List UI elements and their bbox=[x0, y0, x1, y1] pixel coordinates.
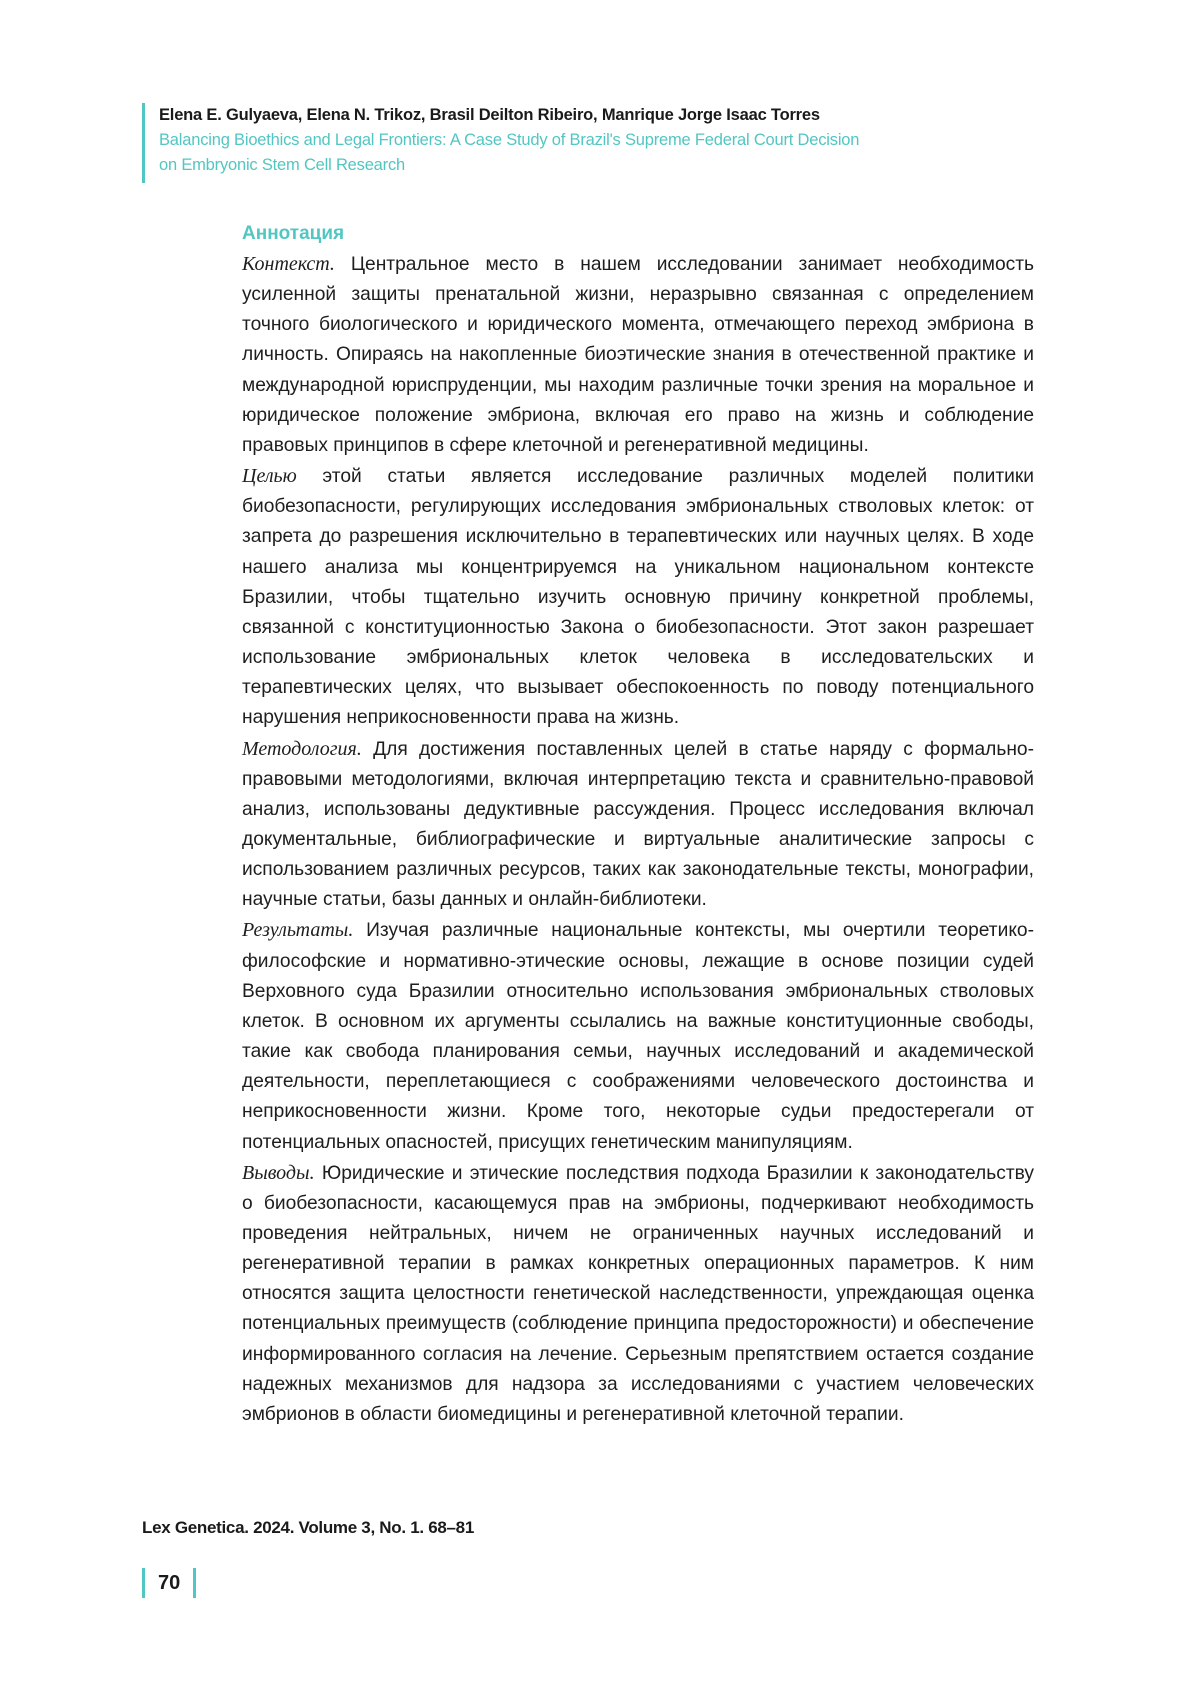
journal-citation: Lex Genetica. 2024. Volume 3, No. 1. 68–81 bbox=[142, 1518, 474, 1537]
abstract-section-aim bbox=[242, 461, 1034, 733]
abstract-section-conclusions bbox=[242, 1158, 1034, 1430]
abstract bbox=[242, 219, 1034, 1430]
abstract-body bbox=[242, 249, 1034, 1430]
section-label: Контекст. bbox=[242, 253, 335, 275]
section-label: Целью bbox=[242, 465, 297, 488]
page-number-box bbox=[142, 1568, 196, 1598]
abstract-section-results bbox=[242, 915, 1034, 1157]
section-label: Выводы. bbox=[242, 1161, 315, 1184]
abstract-section-context bbox=[242, 249, 1034, 461]
section-label: Результаты. bbox=[242, 919, 354, 942]
header-authors: Elena E. Gulyaeva, Elena N. Trikoz, Brasil Deilton Ribeiro, Manrique Jorge Isaac Torres bbox=[159, 106, 820, 124]
section-text: Юридические и этические последствия подхода Бразилии к законодательству о биобезопасности, касающемуся прав на эмбрионы, подчеркивают необходимость проведения нейтральных, ничем не ограниченных научных исследований и регенеративной терапии в рамках конкретных операционных параметров. К ним относятся защита целостности генетической наследственности, упреждающая оценка потенциальных преимуществ (соблюдение принципа предосторожности) и обеспечение информированного согласия на лечение. Серьезным препятствием остается создание надежных механизмов для надзора за исследованиями с участием человеческих эмбрионов в области биомедицины и регенеративной клеточной терапии. bbox=[242, 1162, 1034, 1425]
header-article-title-line-1: Balancing Bioethics and Legal Frontiers: A Case Study of Brazil's Supreme Federal Court Decision bbox=[159, 131, 860, 149]
page-number: 70 bbox=[158, 1571, 181, 1594]
section-text: Центральное место в нашем исследовании занимает необходимость усиленной защиты пренатальной жизни, неразрывно связанная с определением точного биологического и юридического момента, отмечающего переход эмбриона в личность. Опираясь на накопленные биоэтические знания в отечественной практике и международной юриспруденции, мы находим различные точки зрения на моральное и юридическое положение эмбриона, включая его право на жизнь и соблюдение правовых принципов в сфере клеточной и регенеративной медицины. bbox=[242, 254, 1034, 456]
section-label: Методология. bbox=[242, 737, 362, 760]
section-text: Для достижения поставленных целей в статье наряду с формально-правовыми методологиями, включая интерпретацию текста и сравнительно-правовой анализ, использованы дедуктивные рассуждения. Процесс исследования включал документальные, библиографические и виртуальные аналитические запросы с использованием различных ресурсов, таких как законодательные тексты, монографии, научные статьи, базы данных и онлайн-библиотеки. bbox=[242, 738, 1034, 911]
section-text: Изучая различные национальные контексты, мы очертили теоретико-философские и нормативно-этические основы, лежащие в основе позиции судей Верховного суда Бразилии относительно использования эмбриональных стволовых клеток. В основном их аргументы ссылались на важные конституционные свободы, такие как свобода планирования семьи, научных исследований и академической деятельности, переплетающиеся с соображениями человеческого достоинства и неприкосновенности жизни. Кроме того, некоторые судьи предостерегали от потенциальных опасностей, присущих генетическим манипуляциям. bbox=[242, 920, 1034, 1153]
section-text: этой статьи является исследование различных моделей политики биобезопасности, регулирующих исследования эмбриональных стволовых клеток: от запрета до разрешения исключительно в терапевтических или научных целях. В ходе нашего анализа мы концентрируемся на уникальном национальном контексте Бразилии, чтобы тщательно изучить основную причину конкретной проблемы, связанной с конституционностью Закона о биобезопасности. Этот закон разрешает использование эмбриональных клеток человека в исследовательских и терапевтических целях, что вызывает обеспокоенность по поводу потенциального нарушения неприкосновенности права на жизнь. bbox=[242, 466, 1034, 729]
abstract-section-methodology bbox=[242, 734, 1034, 916]
header-article-title-line-2: on Embryonic Stem Cell Research bbox=[159, 156, 405, 174]
running-header bbox=[142, 103, 1042, 183]
abstract-heading: Аннотация bbox=[242, 223, 345, 244]
